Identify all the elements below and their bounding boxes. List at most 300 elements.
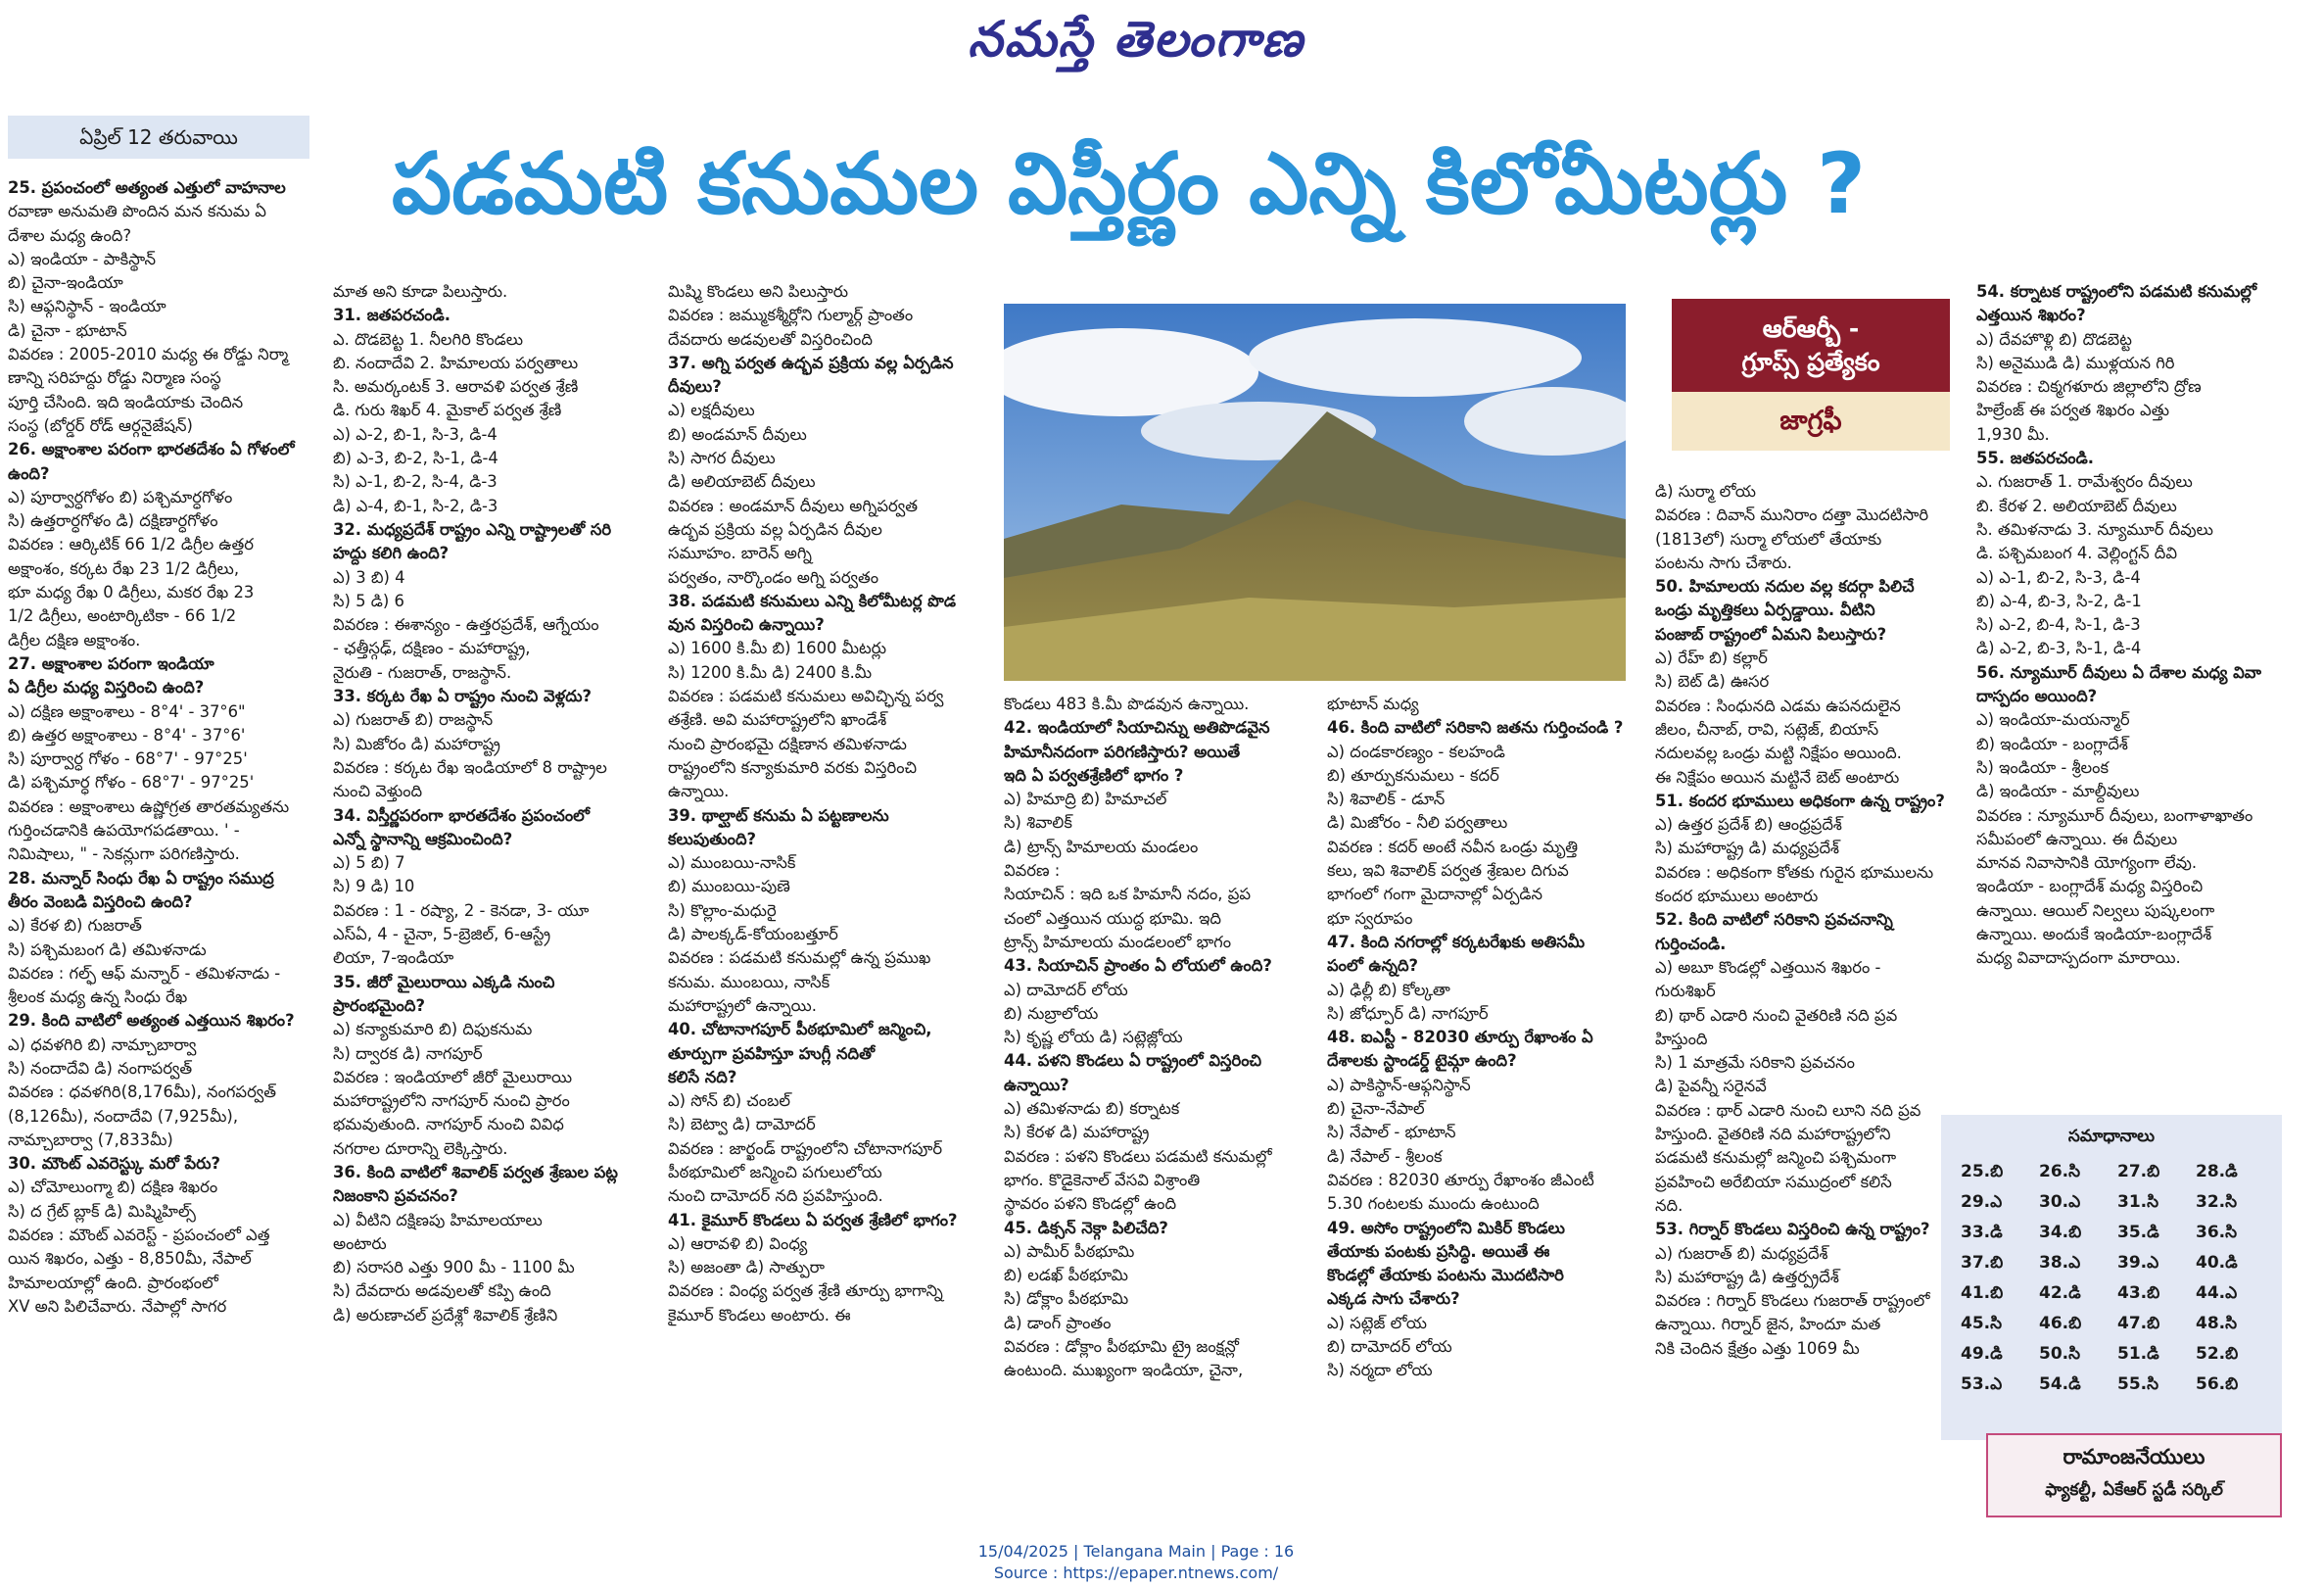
answer-cell: 44.ఎ [2196,1282,2238,1303]
text-line: భాగం. కొడైకెనాల్ వేసవి విశ్రాంతి [1004,1170,1201,1189]
question-line: కలుపుతుంది? [668,829,757,848]
text-line: డి) నేపాల్ - శ్రీలంక [1327,1146,1443,1166]
text-line: బి) ఎ-3, బి-2, సి-1, డి-4 [333,449,498,468]
text-line: డి) అలియాబెట్ దీవులు [668,472,816,492]
text-line: ఎ) పామీర్ పీఠభూమి [1004,1241,1135,1261]
text-line: ఇండియా - బంగ్లాదేశ్ మధ్య విస్తరించి [1976,877,2204,896]
question-line: ఉంది? [8,463,50,483]
text-line: స్థావరం పళని కొండల్లో ఉంది [1004,1194,1177,1214]
answer-cell: 50.సి [2039,1343,2081,1364]
question-line: తూర్పుగా ప్రవహిస్తూ హుగ్లీ నదితో [668,1043,876,1063]
answer-cell: 42.డి [2039,1282,2081,1303]
text-line: నిమిషాలు, " - సెకన్లుగా పరిగణిస్తారు. [8,844,240,864]
question-line: 45. డిక్సన్ నెక్గా పిలిచేది? [1004,1218,1168,1237]
text-line: రవాణా అనుమతి పొందిన మన కనుమ ఏ [8,202,266,221]
text-line: యిన శిఖరం, ఎత్తు - 8,850మీ, నేపాల్ [8,1249,252,1269]
text-line: వివరణ : అండమాన్ దీవులు అగ్నిపర్వత [668,496,919,515]
text-line: డి) ఎ-2, బి-3, సి-1, డి-4 [1976,639,2142,658]
text-line: జీలం, చీనాబ్, రావి, సట్లెజ్, బియాస్ [1655,719,1879,739]
text-line: సి) కేరళ డి) మహారాష్ట్ర [1004,1123,1150,1142]
question-line: తీరం వెంబడి విస్తరించి ఉంది? [8,891,193,911]
question-line: కొండల్లో తేయాకు పంటను మొదటిసారి [1327,1266,1564,1285]
answer-cell: 49.డి [1961,1343,2003,1364]
text-line: ఎ) కన్యాకుమారి బి) దిఫుకనుమ [333,1020,533,1039]
text-line: ఎ) సోన్ బి) చంబల్ [668,1091,790,1111]
answer-cell: 34.బి [2039,1222,2082,1242]
text-line: నుంచి దామోదర్ నది ప్రవహిస్తుంది. [668,1186,883,1206]
text-line: బి) అండమాన్ దీవులు [668,424,807,444]
answer-cell: 27.బి [2117,1161,2160,1181]
text-line: బి. కేరళ 2. అలియాబెట్ దీవులు [1976,496,2177,515]
text-line: నామ్చాబార్వా (7,833మీ) [8,1130,173,1149]
text-line: మహారాష్ట్రలోని నాగపూర్ నుంచి ప్రారం [333,1091,570,1111]
text-line: వివరణ : దివాన్ మునిరాం దత్తా మొదటిసారి [1655,505,1929,525]
answer-cell: 25.బి [1961,1161,2004,1181]
text-line: వివరణ : జార్ఖండ్ రాష్ట్రంలోని చోటానాగపూర్ [668,1138,943,1158]
text-line: డి. గురు శిఖర్ 4. మైకాల్ పర్వత శ్రేణి [333,401,562,420]
text-line: వివరణ : డోక్లాం పీఠభూమి ట్రై జంక్షన్లో [1004,1337,1239,1357]
question-line: ఇది ఏ పర్వతశ్రేణిలో భాగం ? [1004,765,1184,785]
author-box [1986,1433,2282,1517]
question-line: 37. అగ్ని పర్వత ఉద్భవ ప్రక్రియ వల్ల ఏర్పడిన [668,353,954,372]
text-line: వివరణ : ఈశాన్యం - ఉత్తరప్రదేశ్, ఆగ్నేయం [333,615,599,635]
question-line: 35. జీరో మైలురాయి ఎక్కడి నుంచి [333,972,555,991]
text-line: బి) ఉత్తర అక్షాంశాలు - 8°4' - 37°6' [8,725,246,745]
text-line: సి) కృష్ణ లోయ డి) సట్లెజ్లోయ [1004,1028,1183,1047]
text-line: సి) నేపాల్ - భూటాన్ [1327,1123,1456,1142]
text-line: డి) ట్రాన్స్ హిమాలయ మండలం [1004,837,1199,856]
banner-line-2: గ్రూప్స్ ప్రత్యేకం [1741,348,1880,376]
answer-cell: 37.బి [1961,1252,2004,1273]
question-line: ఉన్నాయి? [1004,1075,1069,1094]
question-line: 43. సియాచిన్ ప్రాంతం ఏ లోయలో ఉంది? [1004,956,1272,976]
text-line: ఎ) ముంబయి-నాసిక్ [668,853,796,873]
text-line: దేశాల మధ్య ఉంది? [8,225,132,245]
text-line: ఉన్నాయి. ఆయిల్ నిల్వలు పుష్కలంగా [1976,900,2215,920]
text-line: ఎ) దామోదర్ లోయ [1004,980,1128,999]
text-line: వివరణ : ఇండియాలో జీరో మైలురాయి [333,1067,573,1086]
text-line: ఎ) పూర్వార్ధగోళం బి) పశ్చిమార్ధగోళం [8,487,233,506]
question-line: దేశాలకు స్టాండర్డ్ టైమ్గా ఉంది? [1327,1051,1517,1071]
text-line: వివరణ : పడమటి కనుమలు అవిచ్ఛిన్న పర్వ [668,687,944,706]
answer-cell: 28.డి [2196,1161,2238,1181]
text-line: బి) ఇండియా - బంగ్లాదేశ్ [1976,734,2128,753]
text-line: సి) బెట్ డి) ఊసర [1655,672,1770,692]
text-line: సి) నందాదేవి డి) నంగాపర్వత్ [8,1058,193,1078]
text-line: సి) పూర్వార్ధ గోళం - 68°7' - 97°25' [8,749,248,769]
text-line: బి) తూర్పుకనుమలు - కదర్ [1327,765,1499,785]
text-line: సి) పశ్చిమబంగ డి) తమిళనాడు [8,939,207,959]
text-line: మహారాష్ట్రలో ఉన్నాయి. [668,995,817,1015]
text-line: కొండలు 483 కి.మీ పొడవున ఉన్నాయి. [1004,695,1250,713]
text-line: గుర్తించడానికి ఉపయోగపడతాయి. ' - [8,821,240,841]
text-column-5 [1327,693,1642,1496]
text-line: కందర భూములు అంటారు [1655,887,1819,906]
text-line: ఉన్నాయి. అందుకే ఇండియా-బంగ్లాదేశ్ [1976,925,2212,944]
text-line: ఎ) దేవహొళ్లి బి) దొడబెట్ట [1976,329,2132,349]
question-line: ప్రారంభమైంది? [333,995,425,1015]
question-line: పంజాబ్ రాష్ట్రంలో ఏమని పిలుస్తారు? [1655,624,1887,644]
text-line: ఎ) దక్షిణ అక్షాంశాలు - 8°4' - 37°6" [8,701,246,721]
special-banner [1672,299,1950,451]
text-line: వివరణ : అక్షాంశాలు ఉష్ణోగ్రత తారతమ్యతను [8,796,290,816]
text-line: సి) డోక్లాం పీఠభూమి [1004,1289,1129,1309]
text-line: ఈ నిక్షేపం అయిన మట్టినే బెట్ అంటారు [1655,767,1900,787]
text-line: పర్వతం, నార్కొండం అగ్ని పర్వతం [668,567,879,587]
question-line: వున విస్తరించి ఉన్నాయి? [668,615,825,635]
text-line: సి) ఆఫ్గనిస్థాన్ - ఇండియా [8,297,166,316]
text-line: సియాచిన్ : ఇది ఒక హిమానీ నదం, ప్రప [1004,885,1252,904]
answer-cell: 46.బి [2039,1313,2082,1333]
text-line: కనుమ. ముంబయి, నాసిక్ [668,972,830,991]
text-line: ఎ) ఢిల్లీ బి) కోల్కతా [1327,980,1450,999]
text-line: ఉద్భవ ప్రక్రియ వల్ల ఏర్పడిన దీవుల [668,519,882,539]
author-designation: ఫ్యాకల్టీ, ఏకేఆర్ స్టడీ సర్కిల్ [2045,1480,2223,1500]
text-line: బి) చైనా-నేపాల్ [1327,1099,1425,1119]
text-line: అంటారు [333,1233,387,1253]
text-line: వివరణ : జమ్ముకశ్మీర్లోని గుల్మార్గ్ ప్రాంతం [668,306,914,325]
text-line: నగరాల దూరాన్ని లెక్కిస్తారు. [333,1138,508,1158]
question-line: 49. అసోం రాష్ట్రంలోని మికిర్ కొండలు [1327,1218,1565,1237]
question-line: 48. ఐఎస్టీ - 82030 తూర్పు రేఖాంశం ఏ [1327,1028,1593,1047]
question-line: 38. పడమటి కనుమలు ఎన్ని కిలోమీటర్ల పొడ [668,591,957,610]
answer-cell: 43.బి [2117,1282,2160,1303]
text-line: వివరణ : కర్కట రేఖ ఇండియాలో 8 రాష్ట్రాల [333,757,607,777]
text-line: గురుశిఖర్ [1655,982,1716,1001]
question-line: హిమానీనదంగా పరిగణిస్తారు? అయితే [1004,742,1241,761]
continued-tag: ఏప్రిల్ 12 తరువాయి [8,116,309,159]
answers-row [1955,1158,2268,1188]
answer-cell: 29.ఎ [1961,1191,2003,1212]
text-line: వివరణ : అధికంగా కోతకు గురైన భూములను [1655,862,1934,882]
text-line: డి) సుర్మా లోయ [1655,482,1756,501]
answer-cell: 53.ఎ [1961,1373,2003,1394]
text-line: ఎ) సట్లెజ్ లోయ [1327,1313,1427,1332]
banner-subject: జాగ్రఫీ [1672,392,1950,451]
text-line: మానవ నివాసానికి యోగ్యంగా లేవు. [1976,853,2198,873]
text-line: వివరణ : వింధ్య పర్వత శ్రేణి తూర్పు భాగాన్ని [668,1281,943,1301]
text-line: ట్రాన్స్ హిమాలయ మండలంలో భాగం [1004,932,1232,951]
text-line: వివరణ : కదర్ అంటే నవీన ఒండ్రు మృత్తి [1327,837,1579,856]
text-line: వివరణ : పళని కొండలు పడమటి కనుమల్లో [1004,1146,1272,1166]
answer-cell: 36.సి [2196,1222,2238,1242]
answers-row [1955,1188,2268,1219]
text-line: సి) ఉత్తరార్ధగోళం డి) దక్షిణార్ధగోళం [8,511,218,531]
question-line: 34. విస్తీర్ణపరంగా భారతదేశం ప్రపంచంలో [333,805,591,825]
question-line: 54. కర్నాటక రాష్ట్రంలోని పడమటి కనుమల్లో [1976,282,2257,301]
text-line: సి. తమిళనాడు 3. న్యూమూర్ దీవులు [1976,519,2213,539]
answers-row [1955,1219,2268,1249]
text-line: ప్రవహించి అరేబియా సముద్రంలో కలిసే [1655,1172,1892,1191]
text-line: XV అని పిలిచేవారు. నేపాల్లో సాగర [8,1296,227,1316]
text-line: బి) దామోదర్ లోయ [1327,1337,1452,1357]
text-line: - ఛత్తీస్గఢ్, దక్షిణం - మహారాష్ట్ర, [333,639,531,658]
text-line: మిష్మి కొండలు అని పిలుస్తారు [668,282,849,301]
question-line: నిజంకాని ప్రవచనం? [333,1186,458,1206]
question-line: 25. ప్రపంచంలో అత్యంత ఎత్తులో వాహనాల [8,178,286,197]
text-line: లియా, 7-ఇండియా [333,948,454,968]
question-line: గుర్తించండి. [1655,934,1727,953]
text-line: ఉంటుంది. ముఖ్యంగా ఇండియా, చైనా, [1004,1361,1244,1380]
question-line: పంలో ఉన్నది? [1327,956,1419,976]
text-line: కలు, ఇవి శివాలిక్ పర్వత శ్రేణుల దిగువ [1327,861,1569,881]
text-line: చంలో ఎత్తయిన యుద్ధ భూమి. ఇది [1004,908,1221,928]
question-line: హద్దు కలిగి ఉంది? [333,544,450,563]
text-column-4 [1004,693,1315,1496]
text-line: ఎ) ధవళగిరి బి) నామ్చాబార్వా [8,1035,197,1054]
text-line: సి) ఇండియా - శ్రీలంక [1976,757,2110,777]
text-line: సి) 5 డి) 6 [333,591,404,610]
text-line: సి) నర్మదా లోయ [1327,1361,1433,1380]
text-line: సి) అనైముడి డి) ముళ్లయన గిరి [1976,353,2175,372]
question-line: కలిసే నది? [668,1067,737,1086]
text-line: డి) ఇండియా - మాల్దీవులు [1976,782,2140,801]
text-line: సి) అజంతా డి) సాత్పురా [668,1258,825,1277]
text-line: బి) సరాసరి ఎత్తు 900 మీ - 1100 మీ [333,1258,575,1277]
text-line: సి) జోధ్పూర్ డి) నాగపూర్ [1327,1003,1489,1023]
text-line: తశ్రేణి. అవి మహారాష్ట్రలోని ఖాండేశ్ [668,710,887,730]
author-name: రామాంజనేయులు [2063,1445,2205,1468]
text-line: భూ మధ్య రేఖ 0 డిగ్రీలు, మకర రేఖ 23 [8,583,255,602]
text-line: సి) ద్వారక డి) నాగపూర్ [333,1043,483,1063]
text-line: (8,126మీ), నందాదేవి (7,925మీ), [8,1106,239,1126]
answers-row [1955,1371,2268,1401]
text-line: సి) శివాలిక్ - డూన్ [1327,790,1446,809]
question-line: 41. కైమూర్ కొండలు ఏ పర్వత శ్రేణిలో భాగం? [668,1210,958,1229]
text-line: హిమాలయాల్లో ఉంది. ప్రారంభంలో [8,1273,218,1292]
text-line: హిల్రేంజ్ ఈ పర్వత శిఖరం ఎత్తు [1976,401,2170,420]
text-line: బి) నుబ్రాలోయ [1004,1003,1099,1023]
text-line: డి) ఎ-4, బి-1, సి-2, డి-3 [333,496,498,515]
answer-cell: 52.బి [2196,1343,2239,1364]
text-line: బి) లడఖ్ పీఠభూమి [1004,1266,1129,1285]
text-line: సి. అమర్కంటక్ 3. ఆరావళి పర్వత శ్రేణి [333,377,579,397]
text-line: ఎ) 1600 కి.మీ బి) 1600 మీటర్లు [668,639,887,658]
text-column-6 [1655,480,1959,1499]
answer-cell: 26.సి [2039,1161,2081,1181]
answer-cell: 40.డి [2196,1252,2238,1273]
question-line: 44. పళని కొండలు ఏ రాష్ట్రంలో విస్తరించి [1004,1051,1262,1071]
answer-cell: 45.సి [1961,1313,2003,1333]
text-line: దేవదారు అడవులతో విస్తరించింది [668,329,873,349]
text-line: వివరణ : ఆర్కిటిక్ 66 1/2 డిగ్రీల ఉత్తర [8,535,254,554]
text-line: ఎ) గుజరాత్ బి) రాజస్థాన్ [333,710,494,730]
text-line: ఎ) ఇండియా-మయన్మార్ [1976,710,2130,730]
answer-cell: 54.డి [2039,1373,2081,1394]
text-line: వివరణ : 2005-2010 మధ్య ఈ రోడ్డు నిర్మా [8,345,289,364]
text-line: నుంచి వెళ్తుంది [333,782,423,801]
page-headline: పడమటి కనుమల విస్తీర్ణం ఎన్ని కిలోమీటర్లు ? [392,135,1867,233]
text-line: డి. పశ్చిమబంగ 4. వెల్లింగ్టన్ దీవి [1976,544,2178,563]
footer-source-line[interactable]: Source : https://epaper.ntnews.com/ [993,1564,1279,1582]
text-line: బి) ఎ-4, బి-3, సి-2, డి-1 [1976,591,2142,610]
answer-cell: 33.డి [1961,1222,2003,1242]
answers-table [1955,1158,2268,1401]
question-line: 33. కర్కట రేఖ ఏ రాష్ట్రం నుంచి వెళ్లదు? [333,687,592,706]
text-line: ఎ) రేహ్ బి) కల్లార్ [1655,649,1768,668]
text-column-3 [668,280,986,1505]
text-line: బి) థార్ ఎడారి నుంచి వైతరిణి నది ప్రవ [1655,1005,1898,1025]
text-line: రాష్ట్రంలోని కన్యాకుమారి వరకు విస్తరించి [668,757,918,777]
text-line: వివరణ : మౌంట్ ఎవరెస్ట్ - ప్రపంచంలో ఎత్త [8,1226,270,1245]
question-line: 27. అక్షాంశాల పరంగా ఇండియా [8,653,214,673]
answer-cell: 35.డి [2117,1222,2159,1242]
text-line: ఎ) దండకారణ్యం - కలహండి [1327,742,1505,761]
text-line: సి) బెట్వా డి) దామోదర్ [668,1115,816,1134]
text-line: సి) ఎ-2, బి-4, సి-1, డి-3 [1976,615,2141,635]
text-line: ఎ. గుజరాత్ 1. రామేశ్వరం దీవులు [1976,472,2193,492]
question-line: 26. అక్షాంశాల పరంగా భారతదేశం ఏ గోళంలో [8,440,295,459]
question-line: 29. కింది వాటిలో అత్యంత ఎత్తయిన శిఖరం? [8,1011,295,1031]
text-column-1 [8,176,316,1499]
question-line: 47. కింది నగరాల్లో కర్కటరేఖకు అతిసమీ [1327,932,1586,951]
text-line: నైరుతి - గుజరాత్, రాజస్థాన్. [333,662,512,682]
question-line: 40. చోటానాగపూర్ పీఠభూమిలో జన్మించి, [668,1020,932,1039]
text-line: డి) మిజోరం - నీలి పర్వతాలు [1327,813,1508,833]
question-line: తేయాకు పంటకు ప్రసిద్ధి. అయితే ఈ [1327,1241,1550,1261]
question-line: 39. థాల్ఘాట్ కనుమ ఏ పట్టణాలను [668,805,889,825]
text-line: నుంచి ప్రారంభమై దక్షిణాన తమిళనాడు [668,734,907,753]
question-line: 55. జతపరచండి. [1976,449,2094,468]
text-line: సి) మహారాష్ట్ర డి) ఉత్తర్ప్రదేశ్ [1655,1267,1839,1286]
text-line: ఎ) కేరళ బి) గుజరాత్ [8,916,142,936]
text-line: ఎ) ఆరావళి బి) వింధ్య [668,1233,808,1253]
text-line: వివరణ : సింధునది ఎడమ ఉపనదులైన [1655,696,1901,715]
text-line: ఎ) ఉత్తర ప్రదేశ్ బి) ఆంధ్రప్రదేశ్ [1655,815,1842,835]
text-line: సి) 9 డి) 10 [333,877,415,896]
question-line: 50. హిమాలయ నదుల వల్ల కదర్గా పిలిచే [1655,577,1915,597]
text-line: పడమటి కనుమల్లో జన్మించి పశ్చిమంగా [1655,1148,1897,1168]
text-line: డి) చైనా - భూటాన్ [8,320,127,340]
text-line: సి) 1 మాత్రమే సరికాని ప్రవచనం [1655,1053,1855,1073]
text-line: వివరణ : పడమటి కనుమల్లో ఉన్న ప్రముఖ [668,948,931,968]
text-line: పూర్తి చేసింది. ఇది ఇండియాకు చెందిన [8,392,244,411]
text-line: డి) పాలక్కడ్-కోయంబత్తూర్ [668,925,838,944]
answer-cell: 55.సి [2117,1373,2159,1394]
text-line: హిస్తుంది [1655,1029,1708,1048]
text-line: వివరణ : గిర్నార్ కొండలు గుజరాత్ రాష్ట్రంలో [1655,1291,1930,1311]
text-line: ఉన్నాయి. [668,782,730,801]
text-line: నది. [1655,1195,1684,1215]
answer-cell: 41.బి [1961,1282,2004,1303]
text-line: వివరణ : న్యూమూర్ దీవులు, బంగాళాఖాతం [1976,805,2253,825]
text-line: వివరణ : [1004,861,1061,881]
question-line: 52. కింది వాటిలో సరికాని ప్రవచనాన్ని [1655,910,1893,930]
text-line: వివరణ : ధవళగిరి(8,176మీ), నంగపర్వత్ [8,1083,277,1102]
text-line: పంటను సాగు చేశారు. [1655,553,1792,572]
text-line: ణాన్ని సరిహద్దు రోడ్డు నిర్మాణ సంస్థ [8,368,221,388]
question-line: 46. కింది వాటిలో సరికాని జతను గుర్తించండి ? [1327,718,1624,738]
text-line: భాగంలో గంగా మైదానాల్లో ఏర్పడిన [1327,885,1543,904]
text-line: సి) కొల్లాం-మధురై [668,900,777,920]
text-line: ఎ) ఎ-1, బి-2, సి-3, డి-4 [1976,567,2141,587]
text-line: ఎ. దొడబెట్ట 1. నీలగిరి కొండలు [333,329,524,349]
text-line: డి) అరుణాచల్ ప్రదేశ్లో శివాలిక్ శ్రేణిని [333,1305,558,1324]
question-line: 31. జతపరచండి. [333,306,451,325]
question-line: ఎత్తయిన శిఖరం? [1976,306,2086,325]
question-line: ఎన్నో స్థానాన్ని ఆక్రమించింది? [333,829,513,848]
text-line: వివరణ : గల్ఫ్ ఆఫ్ మన్నార్ - తమిళనాడు - [8,963,281,983]
answer-cell: 30.ఎ [2039,1191,2081,1212]
text-line: హిస్తుంది. వైతరిణి నది మహారాష్ట్రలోని [1655,1125,1891,1144]
banner-title [1672,299,1950,392]
answer-cell: 51.డి [2117,1343,2159,1364]
answers-row [1955,1310,2268,1340]
text-line: ఎ) గుజరాత్ బి) మధ్యప్రదేశ్ [1655,1243,1828,1263]
text-line: సి) శివాలిక్ [1004,813,1072,833]
text-line: ఉన్నాయి. గిర్నార్ జైన, హిందూ మత [1655,1315,1881,1334]
text-line: వివరణ : చిక్మగళూరు జిల్లాలోని ద్రోణ [1976,377,2202,397]
text-line: బి) చైనా-ఇండియా [8,273,123,293]
text-line: భూటాన్ మధ్య [1327,695,1419,713]
text-line: ఎ) 5 బి) 7 [333,853,405,873]
answer-cell: 48.సి [2196,1313,2238,1333]
text-line: పీఠభూమిలో జన్మించి పగులులోయ [668,1162,882,1181]
answers-row [1955,1279,2268,1310]
text-line: డి) డాంగ్ ప్రాంతం [1004,1313,1112,1332]
text-line: భూ స్వరూపం [1327,908,1413,928]
text-line: బి. నందాదేవి 2. హిమాలయ పర్వతాలు [333,353,579,372]
question-line: 36. కింది వాటిలో శివాలిక్ పర్వత శ్రేణుల పట్ల [333,1162,618,1181]
mountain-photo [1004,304,1626,681]
text-line: మాత అని కూడా పిలుస్తారు. [333,282,508,301]
text-line: వివరణ : 1 - రష్యా, 2 - కెనడా, 3- యూ [333,900,590,920]
text-line: సి) 1200 కి.మీ డి) 2400 కి.మీ [668,662,873,682]
text-line: నికి చెందిన క్షేత్రం ఎత్తు 1069 మీ [1655,1338,1860,1358]
text-line: వివరణ : థార్ ఎడారి నుంచి లూని నది ప్రవ [1655,1100,1921,1120]
question-line: 28. మన్నార్ సింధు రేఖ ఏ రాష్ట్రం సముద్ర [8,868,274,888]
text-line: శ్రీలంక మధ్య ఉన్న సింధు రేఖ [8,987,188,1007]
answers-title: సమాధానాలు [2067,1127,2156,1146]
text-line: ఎ) అబూ కొండల్లో ఎత్తయిన శిఖరం - [1655,957,1881,977]
answers-row [1955,1340,2268,1371]
text-line: మధ్య వివాదాస్పదంగా మారాయి. [1976,948,2181,968]
text-line: 1/2 డిగ్రీలు, అంటార్కిటికా - 66 1/2 [8,606,237,626]
text-line: నదులవల్ల ఒండ్రు మట్టి నిక్షేపం అయింది. [1655,744,1902,763]
text-line: ఎ) 3 బి) 4 [333,567,405,587]
text-line: సి) దేవదారు అడవులతో కప్పి ఉంది [333,1281,551,1301]
text-line: సి) ద గ్రేట్ బ్లాక్ డి) మిష్మిహిల్స్ [8,1201,196,1221]
text-line: ఎ) చోమోలుంగ్మా బి) దక్షిణ శిఖరం [8,1178,218,1197]
answers-box [1941,1115,2282,1440]
text-line: భమవుతుంది. నాగపూర్ నుంచి వివిధ [333,1115,564,1134]
answer-cell: 39.ఎ [2117,1252,2159,1273]
text-column-7 [1976,280,2292,1093]
question-line: 56. న్యూమూర్ దీవులు ఏ దేశాల మధ్య వివా [1976,662,2261,682]
text-line: డి) పశ్చిమార్ధ గోళం - 68°7' - 97°25' [8,773,255,793]
text-line: ఎ) ఇండియా - పాకిస్థాన్ [8,249,157,268]
text-line: ఎ) వీటిని దక్షిణపు హిమాలయాలు [333,1210,543,1229]
footer-date-line: 15/04/2025 | Telangana Main | Page : 16 [977,1542,1295,1561]
text-line: బి) ముంబయి-పుణె [668,877,790,896]
answers-row [1955,1249,2268,1279]
text-line: (1813లో) సుర్మా లోయలో తేయాకు [1655,529,1882,549]
text-line: సి) సాగర దీవులు [668,449,776,468]
answer-cell: 38.ఎ [2039,1252,2081,1273]
text-line: ఎ) హిమాద్రి బి) హిమాచల్ [1004,790,1167,809]
answer-cell: 32.సి [2196,1191,2238,1212]
text-line: ఎస్ఏ, 4 - చైనా, 5-బ్రెజిల్, 6-ఆస్ట్రే [333,925,551,944]
text-line: సి) ఎ-1, బి-2, సి-4, డి-3 [333,472,498,492]
page-footer [881,1541,1391,1584]
text-line: 1,930 మీ. [1976,424,2050,444]
text-line: డి) పైవన్నీ సరైనవే [1655,1077,1767,1096]
question-line: దీవులు? [668,377,722,397]
text-line: ఎ) పాకిస్థాన్-ఆఫ్గనిస్థాన్ [1327,1075,1471,1094]
text-line: కైమూర్ కొండలు అంటారు. ఈ [668,1305,851,1324]
text-line: సి) మహారాష్ట్ర డి) మధ్యప్రదేశ్ [1655,839,1840,858]
newspaper-masthead: నమస్తే తెలంగాణ [968,10,1304,68]
